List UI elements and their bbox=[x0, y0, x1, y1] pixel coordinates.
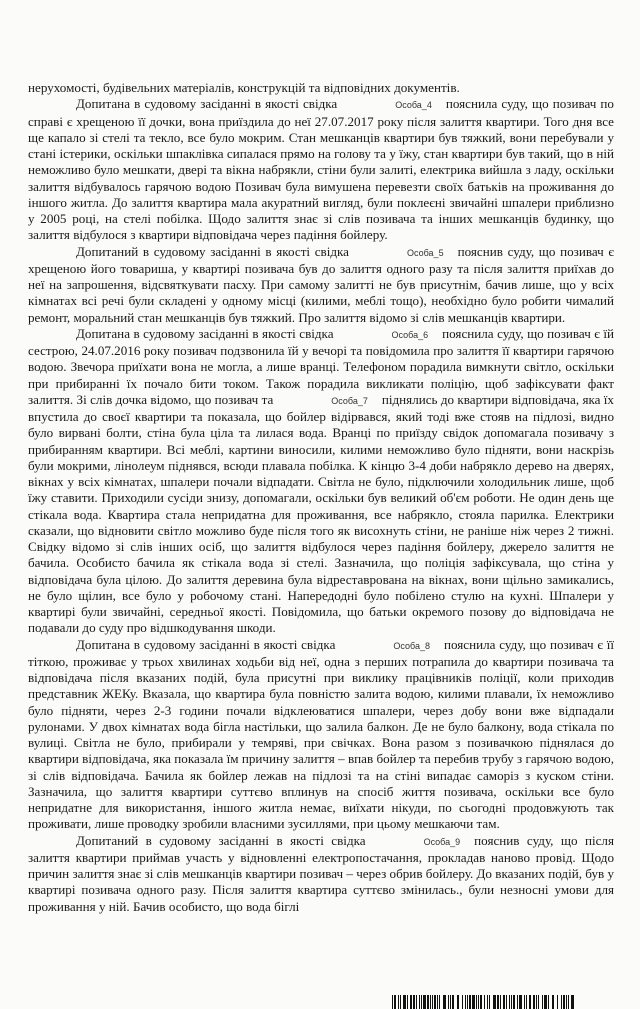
text: Допитаний в судовому засіданні в якості свідка bbox=[76, 832, 366, 848]
barcode bbox=[392, 995, 638, 1009]
barcode-bar bbox=[500, 995, 501, 1009]
barcode-bar bbox=[506, 995, 507, 1009]
barcode-bar bbox=[524, 995, 525, 1009]
barcode-bar bbox=[548, 995, 549, 1009]
anonymized-name: Особа_4 bbox=[395, 100, 432, 111]
barcode-bar bbox=[511, 995, 512, 1009]
barcode-bar bbox=[563, 995, 565, 1009]
barcode-bar bbox=[480, 995, 482, 1009]
anonymized-name: Особа_8 bbox=[393, 640, 430, 651]
barcode-bar bbox=[452, 995, 454, 1009]
barcode-bar bbox=[427, 995, 429, 1009]
text: пояснила суду, що позивач є її тіткою, проживає у трьох хвилинах ходьби від неї, одна з перших потрапила до квартири позивача та відповідача після вказаних подій, була присутні при виклику працівників поліції, коли приходив представник ЖЕКу. Вказала, що квартира була повністю залита водою, килими плавали, їх неможливо було підняти, через 2-3 години почали відклеюватися шпалери, через добу вони вже відпадали рулонами. У двох кімнатах вода бігла настільки, що залила балкон. Де не було балкону, вода стікала по вулиці. Світла не було, прибирали у темряві, при свічках. Вона разом з позивачкою піднялася до квартири відповідача, яка показала їм причину залиття – впав бойлер та перебив трубу з гарячою водою, зі слів відповідача. Бачила як бойлер лежав на підлозі та на стіні випадає саморіз з куском стіни. Зазначила, що залиття квартири суттєво вплинув на спосіб життя позивача, оскільки все було непридатне для використання, іншого житла немає, виїхати нікуди, по сьогодні продовжують так проживати, лише проводку зробили власними зусиллями, при цьому мешкаючи там. bbox=[28, 636, 614, 832]
barcode-bar bbox=[489, 995, 490, 1009]
barcode-bar bbox=[542, 995, 543, 1009]
barcode-bar bbox=[450, 995, 451, 1009]
text: пояснила суду, що позивач є їй сестрою, 24.07.2016 року позивач подзвонила їй у вечорі та повідомила про залиття її квартири гарячою водою. Звечора приїхати вона не могла, а лише вранці. Телефоном порадила вимкнути світло, оскільки при прибиранні їх почало бити током. Також порадила викликати поліцію, щоб зафіксувати факт залиття. Зі слів дочка відомо, що позивач та bbox=[28, 325, 614, 407]
anonymized-name: Особа_6 bbox=[391, 329, 429, 340]
barcode-bar bbox=[533, 995, 535, 1009]
text: піднялись до квартири відповідача, яка їх впустила до своєї квартири та показала, що бойлер відірвався, який тоді вже стояв на підлозі, видно було вирвані болти, стіна була ціла та лилася вода. Вранці по приїзду свідок допомагала позивачу з прибиранням квартири. Всі меблі, картини виносили, килими неможливо було підняти, вони наскрізь були мокрими, лінолеум піднявся, всюди плавала побілка. К кінцю 3-4 доби набрякло дерево на дверях, вікнах у всіх кімнатах, шпалери почали відпадати. Світла не було, підключили холодильник лише, щоб їжу ставити. Приходили сусіди знизу, допомагали, оскільки був великий об'єм роботи. Не один день ще стікала вода. Квартира стала непридатна для проживання, все набрякло, стояла парилка. Електрики сказали, що відновити світло можливо буде після того як висохнуть стіни, не раніше ніж через 2 тижні. Свідку відомо зі слів інших осіб, що залиття відбулося через падіння бойлеру, джерело залиття не бачила. Особисто бачила як стікала вода зі стелі. Зазначила, що поліція зафіксувала, що стіна у відповідача була цілою. До залиття деревина була відреставрована на вікнах, вони щільно замикались, не було щілин, все було у робочому стані. Напередодні було побілено стулю на кухні. Шпалери у квартирі були звичайні, середньої якості. Повідомила, що батьки окремого позову до відповідача не подавали до суду про відшкодування шкоди. bbox=[28, 391, 614, 636]
barcode-bar bbox=[561, 995, 562, 1009]
barcode-bar bbox=[493, 995, 496, 1009]
barcode-bar bbox=[434, 995, 436, 1009]
barcode-bar bbox=[448, 995, 449, 1009]
barcode-bar bbox=[487, 995, 488, 1009]
barcode-bar bbox=[557, 995, 558, 1009]
barcode-bar bbox=[439, 995, 440, 1009]
text: Допитана в судовому засіданні в якості свідка bbox=[76, 636, 336, 652]
paragraph-witness-5 bbox=[28, 244, 614, 326]
barcode-bar bbox=[469, 995, 471, 1009]
barcode-bar bbox=[497, 995, 499, 1009]
barcode-bar bbox=[503, 995, 505, 1009]
barcode-bar bbox=[467, 995, 468, 1009]
barcode-bar bbox=[437, 995, 438, 1009]
barcode-bar bbox=[443, 995, 446, 1009]
barcode-bar bbox=[517, 995, 518, 1009]
barcode-bar bbox=[465, 995, 466, 1009]
barcode-bar bbox=[529, 995, 531, 1009]
text: Допитаний в судовому засіданні в якості свідка bbox=[76, 243, 349, 259]
barcode-bar bbox=[538, 995, 539, 1009]
barcode-bar bbox=[566, 995, 567, 1009]
barcode-bar bbox=[519, 995, 522, 1009]
barcode-bar bbox=[476, 995, 477, 1009]
barcode-bar bbox=[484, 995, 485, 1009]
barcode-bar bbox=[513, 995, 515, 1009]
anonymized-name: Особа_7 bbox=[331, 395, 368, 406]
barcode-bar bbox=[536, 995, 537, 1009]
barcode-bar bbox=[403, 995, 406, 1009]
barcode-bar bbox=[568, 995, 569, 1009]
barcode-bar bbox=[394, 995, 396, 1009]
text: пояснив суду, що позивач є хрещеною його товариша, у квартирі позивача був до залиття одного разу та після залиття приїхав до неї на запрошення, відсвяткувати пасху. При самому залитті не був присутнім, бачив лише, що у всіх кімнатах всі речі були складені у одному місці (килими, меблі тощо), необхідно було робити чималий ремонт, моральний стан мешканців був тяжкий. Про залиття відомо зі слів мешканців квартири. bbox=[28, 243, 614, 325]
barcode-bar bbox=[457, 995, 459, 1009]
barcode-bar bbox=[432, 995, 433, 1009]
barcode-bar bbox=[392, 995, 393, 1009]
barcode-bar bbox=[509, 995, 510, 1009]
barcode-bar bbox=[398, 995, 399, 1009]
barcode-bar bbox=[421, 995, 422, 1009]
paragraph-witness-6 bbox=[28, 326, 614, 637]
anonymized-name: Особа_5 bbox=[407, 247, 444, 258]
barcode-bar bbox=[423, 995, 426, 1009]
barcode-bar bbox=[462, 995, 463, 1009]
text: пояснив суду, що після залиття квартири приймав участь у відновленні електропостачання, прокладав наново провід. Щодо причин залиття знає зі слів мешканців квартири позивач – через обрив бойлеру. До вказаних подій, був у квартирі позивача одного разу. Після залиття квартира суттєво змінилась., були незносні умови для проживання у ній. Бачив особисто, що вода біглі bbox=[28, 832, 614, 914]
barcode-bar bbox=[552, 995, 554, 1009]
barcode-bar bbox=[571, 995, 574, 1009]
barcode-bar bbox=[416, 995, 417, 1009]
paragraph-witness-4 bbox=[28, 96, 614, 243]
barcode-bar bbox=[526, 995, 527, 1009]
barcode-bar bbox=[400, 995, 401, 1009]
barcode-bar bbox=[413, 995, 415, 1009]
text: Допитана в судовому засіданні в якості свідка bbox=[76, 96, 338, 112]
paragraph-continuation: нерухомості, будівельних матеріалів, конструкцій та відповідних документів. bbox=[28, 80, 460, 95]
text: Допитана в судовому засіданні в якості свідка bbox=[76, 325, 334, 341]
barcode-bar bbox=[430, 995, 431, 1009]
text: пояснила суду, що позивач по справі є хрещеною її дочки, вона приїздила до неї 27.07.2017 року після залиття квартири. Того дня все ще капало зі стелі та текло, все було мокрим. Стан мешканців квартири був тяжкий, вони перебували у стані істерики, оскільки шпаклівка сипалася прямо на голову та у їжу, стан квартири був такий, що в ній неможливо було мешкати, двері та вікна набрякли, стіни були залиті, електрика вийшла з ладу, оскільки залиття відбувалось гарячою водою Позивач була вимушена перевезти своїх батьків на проживання до іншого житла. До залиття квартира мала акуратний вигляд, були поклеєні звичайні шпалери приблизно у 2005 році, на стелі побілка. Щодо залиття знає зі слів позивача та інших мешканців будинку, що залиття відбулося з квартири відповідача через падіння бойлеру. bbox=[28, 96, 614, 243]
document-page bbox=[28, 80, 614, 915]
barcode-bar bbox=[410, 995, 412, 1009]
barcode-bar bbox=[407, 995, 408, 1009]
barcode-bar bbox=[419, 995, 420, 1009]
paragraph-witness-9 bbox=[28, 833, 614, 915]
barcode-bar bbox=[544, 995, 547, 1009]
anonymized-name: Особа_9 bbox=[423, 836, 461, 847]
paragraph-witness-8 bbox=[28, 637, 614, 833]
barcode-bar bbox=[472, 995, 475, 1009]
barcode-bar bbox=[478, 995, 479, 1009]
